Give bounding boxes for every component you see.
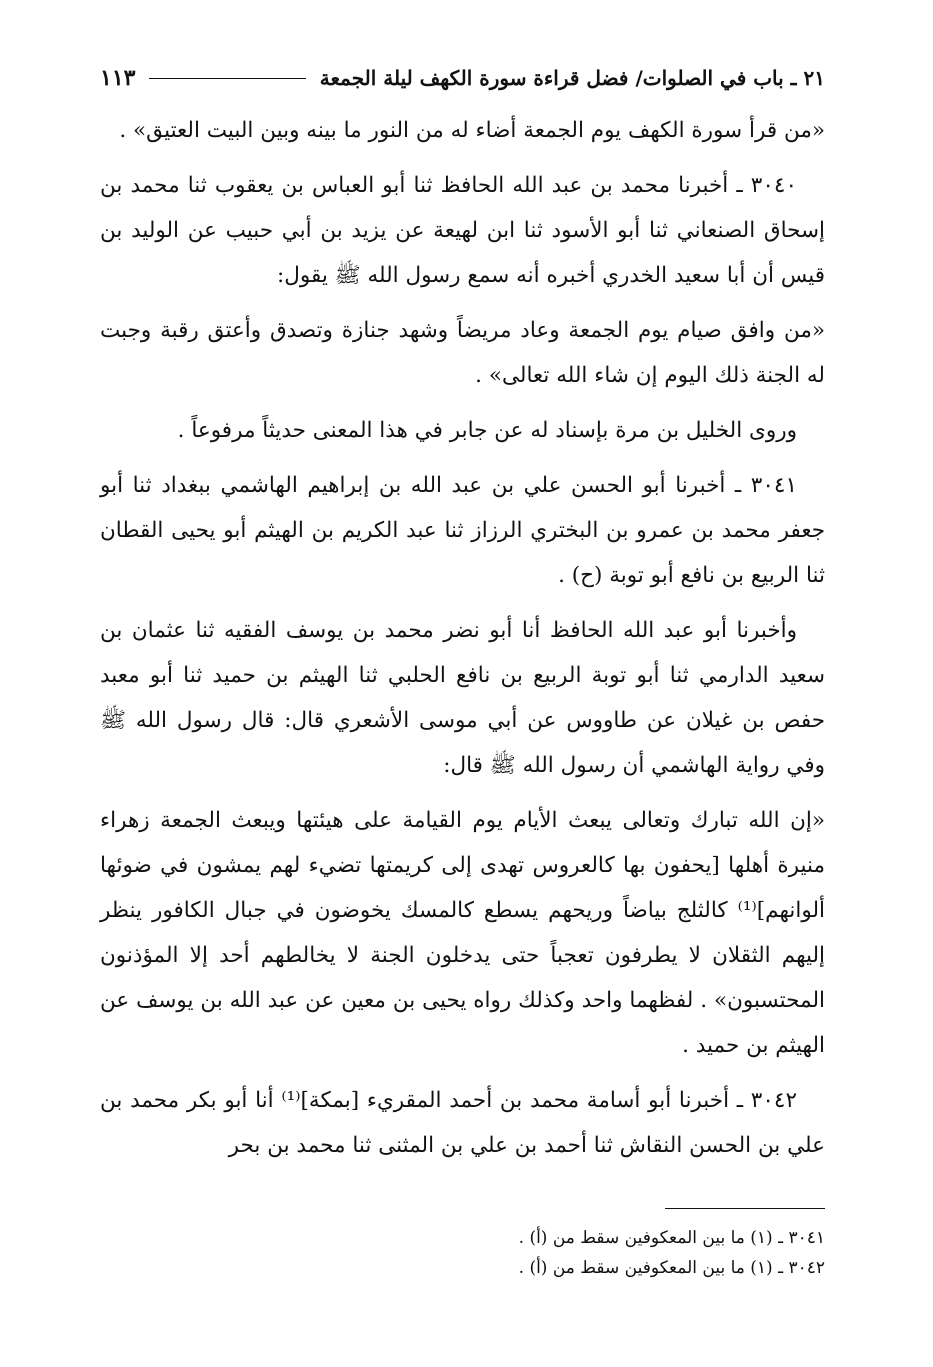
paragraph-isnad-second: وأخبرنا أبو عبد الله الحافظ أنا أبو نضر محمد بن يوسف الفقيه ثنا عثمان بن سعيد الدارمي ثنا أبو توبة الربيع بن نافع الحلبي ثنا الهيثم بن حميد ثنا أبو معبد حفص بن غيلان عن طاووس عن أبي موسى الأشعري قال: قال رسول الله ﷺ وفي رواية الهاشمي أن رسول الله ﷺ قال: bbox=[100, 618, 825, 778]
footnote-3041: ٣٠٤١ ـ (١) ما بين المعكوفين سقط من (أ) . bbox=[518, 1228, 825, 1248]
chapter-title: ٢١ ـ باب في الصلوات/ فضل قراءة سورة الكهف ليلة الجمعة bbox=[319, 66, 825, 90]
paragraph-hadith-3042: ٣٠٤٢ ـ أخبرنا أبو أسامة محمد بن أحمد المقريء [بمكة]⁽¹⁾ أنا أبو بكر محمد بن علي بن الحسن النقاش ثنا أحمد بن علي بن المثنى ثنا محمد بن بحر bbox=[100, 1088, 825, 1158]
paragraph-hadith-quote-2: «من وافق صيام يوم الجمعة وعاد مريضاً وشهد جنازة وتصدق وأعتق رقبة وجبت له الجنة ذلك اليوم إن شاء الله تعالى» . bbox=[100, 318, 825, 388]
paragraph-hadith-3041: ٣٠٤١ ـ أخبرنا أبو الحسن علي بن عبد الله بن إبراهيم الهاشمي ببغداد ثنا أبو جعفر محمد بن عمرو بن البختري الرزاز ثنا عبد الكريم بن الهيثم أبو يحيى القطان ثنا الربيع بن نافع أبو توبة (ح) . bbox=[100, 473, 825, 588]
footnote-3042: ٣٠٤٢ ـ (١) ما بين المعكوفين سقط من (أ) . bbox=[518, 1258, 825, 1278]
header-rule bbox=[149, 78, 305, 79]
paragraph-hadith-quote-3: «إن الله تبارك وتعالى يبعث الأيام يوم القيامة على هيئتها ويبعث الجمعة زهراء منيرة أهلها [يحفون بها كالعروس تهدى إلى كريمتها تضيء لهم يمشون في ضوئها ألوانهم]⁽¹⁾ كالثلج بياضاً وريحهم يسطع كالمسك يخوضون في جبال الكافور ينظر إليهم الثقلان لا يطرفون تعجباً حتى يدخلون الجنة لا يخالطهم أحد إلا المؤذنون المحتسبون» . لفظهما واحد وكذلك رواه يحيى بن معين عن عبد الله بن يوسف عن الهيثم بن حميد . bbox=[100, 808, 825, 1058]
page-number: ١١٣ bbox=[100, 65, 136, 91]
running-header bbox=[100, 60, 825, 96]
footnotes bbox=[100, 1223, 825, 1283]
paragraph-hadith-3040: ٣٠٤٠ ـ أخبرنا محمد بن عبد الله الحافظ ثنا أبو العباس بن يعقوب ثنا محمد بن إسحاق الصنعاني ثنا أبو الأسود ثنا ابن لهيعة عن يزيد بن أبي حبيب عن الوليد بن قيس أن أبا سعيد الخدري أخبره أنه سمع رسول الله ﷺ يقول: bbox=[100, 173, 825, 288]
main-text bbox=[100, 108, 825, 1168]
page bbox=[100, 60, 825, 1283]
paragraph-hadith-quote-1: «من قرأ سورة الكهف يوم الجمعة أضاء له من النور ما بينه وبين البيت العتيق» . bbox=[119, 118, 825, 143]
footnote-separator bbox=[665, 1208, 825, 1209]
paragraph-khalil-narration: وروى الخليل بن مرة بإسناد له عن جابر في هذا المعنى حديثاً مرفوعاً . bbox=[177, 418, 797, 443]
